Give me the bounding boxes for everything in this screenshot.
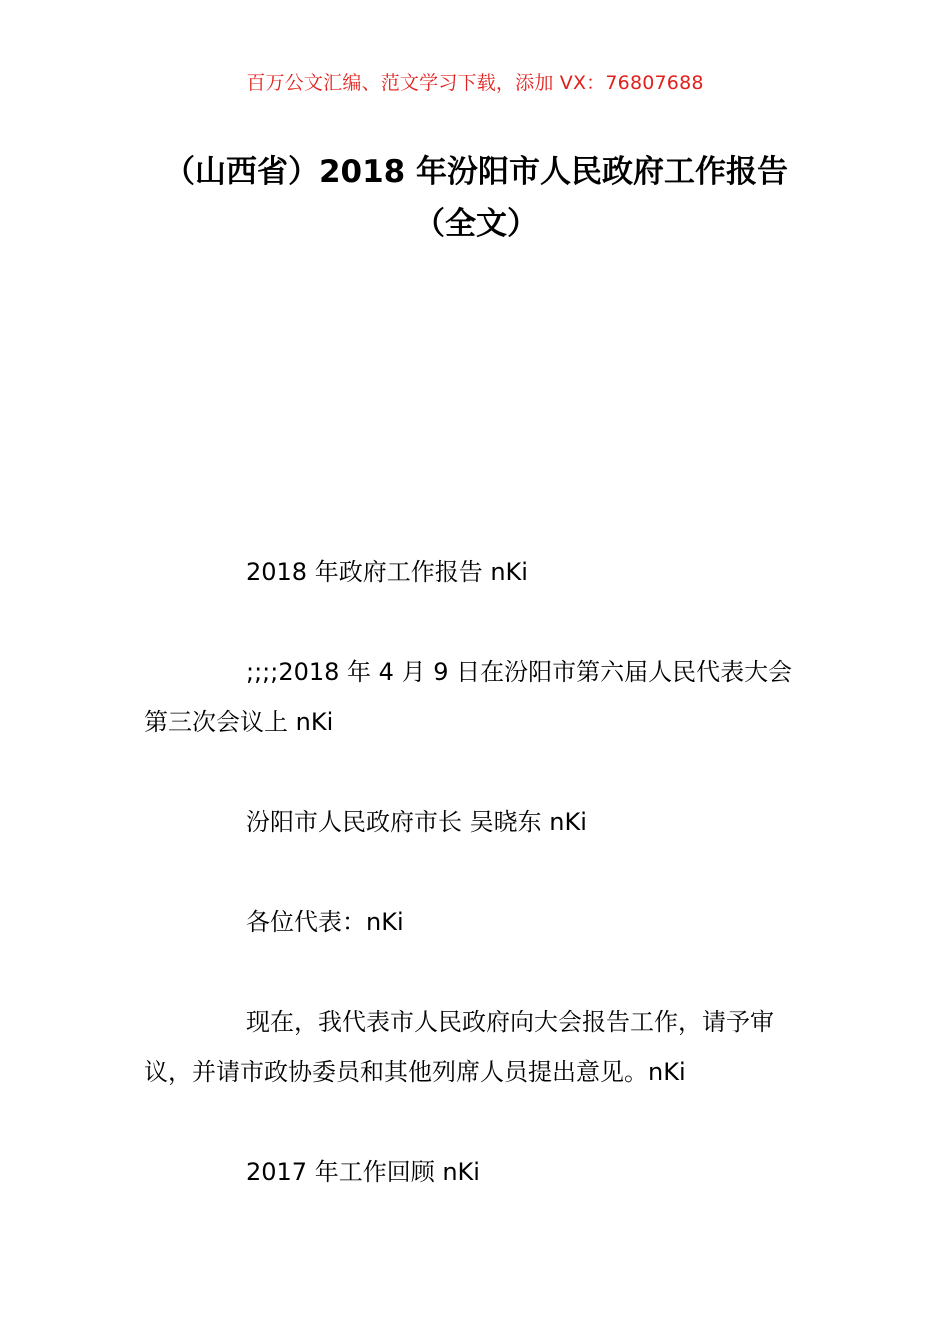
header-note: 百万公文汇编、范文学习下载，添加 VX：76807688: [246, 72, 704, 94]
paragraph-salutation: 各位代表：nKi: [246, 908, 404, 936]
section-heading-review: 2017 年工作回顾 nKi: [246, 1158, 480, 1186]
document-title: （山西省）2018 年汾阳市人民政府工作报告（全文）: [163, 154, 789, 242]
paragraph-speaker: 汾阳市人民政府市长 吴晓东 nKi: [246, 808, 587, 836]
paragraph-report-name: 2018 年政府工作报告 nKi: [246, 558, 528, 586]
paragraph-meeting-info: ;;;;2018 年 4 月 9 日在汾阳市第六届人民代表大会 第三次会议上 nKi: [144, 658, 793, 736]
paragraph-opening: 现在，我代表市人民政府向大会报告工作，请予审议，并请市政协委员和其他列席人员提出意见。nKi: [144, 1008, 774, 1086]
